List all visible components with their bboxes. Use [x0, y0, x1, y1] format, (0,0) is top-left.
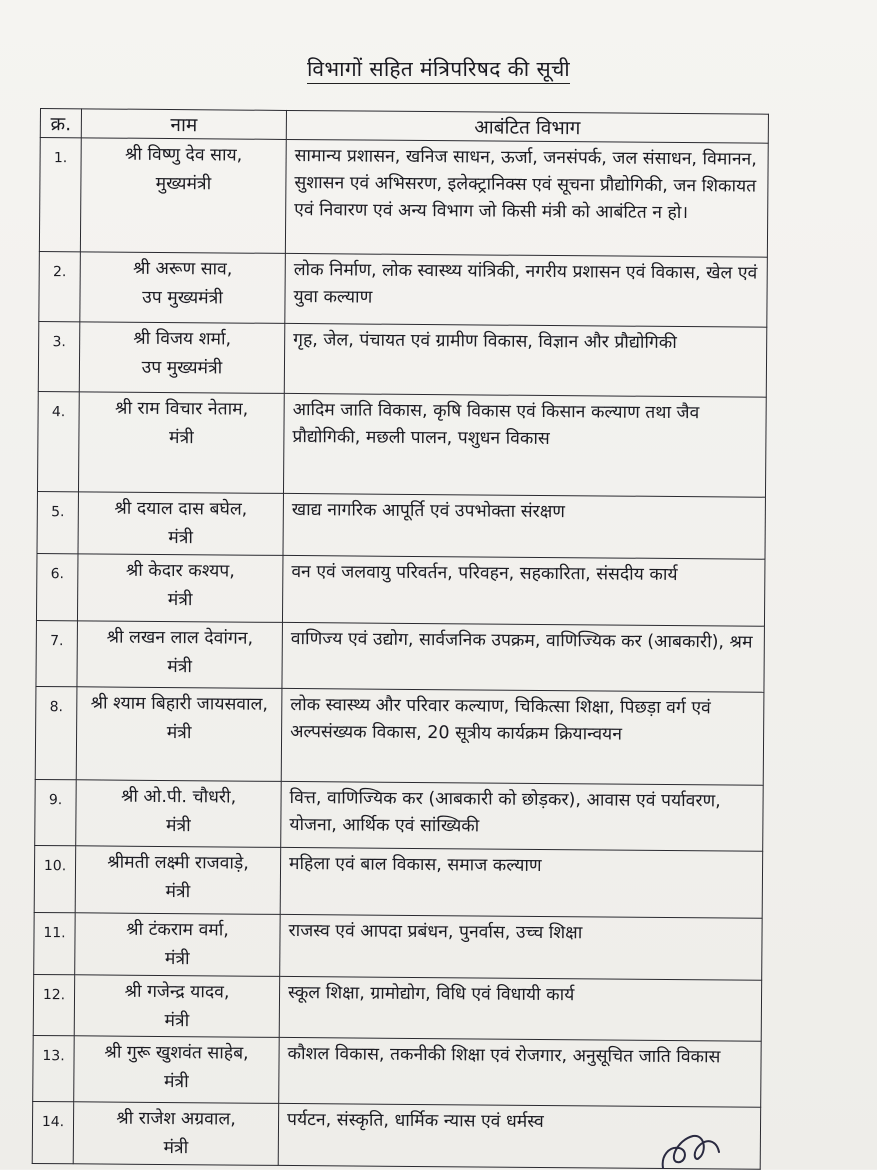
- name-cell: [80, 138, 286, 254]
- serial-cell: 9.: [35, 779, 77, 845]
- departments-cell: वित्त, वाणिज्यिक कर (आबकारी को छोड़कर), आवास एवं पर्यावरण, योजना, आर्थिक एवं सांख्यिकी: [281, 781, 764, 851]
- minister-designation: मंत्री: [168, 428, 194, 449]
- serial-cell: 8.: [35, 686, 77, 779]
- table-row: [39, 251, 768, 327]
- minister-name: श्री दयाल दास बघेल,: [114, 498, 248, 520]
- name-header: नाम: [81, 109, 286, 140]
- minister-name: श्री विजय शर्मा,: [133, 328, 232, 350]
- serial-cell: 5.: [37, 491, 78, 553]
- document-title: [0, 55, 877, 83]
- minister-designation: मुख्यमंत्री: [155, 173, 212, 195]
- serial-header: क्र.: [40, 109, 81, 138]
- minister-designation: मंत्री: [163, 1138, 189, 1159]
- departments-cell: लोक स्वास्थ्य और परिवार कल्याण, चिकित्सा शिक्षा, पिछड़ा वर्ग एवं अल्पसंख्यक विकास, 20 सूत्रीय कार्यक्रम क्रियान्वयन: [281, 688, 764, 785]
- minister-name: श्री गजेन्द्र यादव,: [124, 981, 230, 1003]
- minister-name: श्री ओ.पी. चौधरी,: [120, 786, 237, 808]
- table-row: [33, 1035, 761, 1107]
- name-cell: [74, 975, 279, 1038]
- name-cell: [76, 780, 282, 848]
- serial-cell: 7.: [36, 620, 78, 686]
- departments-cell: सामान्य प्रशासन, खनिज साधन, ऊर्जा, जनसंपर्क, जल संसाधन, विमानन, सुशासन एवं अभिसरण, इलेक्ट्रानिक्स एवं सूचना प्रौद्योगिकी, जन शिकायत एवं निवारण एवं अन्य विभाग जो किसी मंत्री को आबंटित न हो।: [285, 139, 768, 257]
- name-cell: [78, 392, 284, 494]
- serial-cell: 3.: [38, 321, 80, 391]
- departments-cell: लोक निर्माण, लोक स्वास्थ्य यांत्रिकी, नगरीय प्रशासन एवं विकास, खेल एवं युवा कल्याण: [285, 253, 768, 327]
- minister-name: श्री विष्णु देव साय,: [124, 144, 243, 166]
- serial-cell: 6.: [36, 553, 78, 620]
- table-row: [34, 912, 762, 980]
- departments-cell: स्कूल शिक्षा, ग्रामोद्योग, विधि एवं विधायी कार्य: [279, 976, 761, 1041]
- serial-cell: 10.: [34, 845, 76, 912]
- minister-designation: उप मुख्यमंत्री: [142, 287, 223, 309]
- minister-designation: मंत्री: [167, 590, 193, 611]
- signature-mark: [655, 1122, 725, 1169]
- minister-designation: मंत्री: [165, 816, 191, 837]
- ministers-table: [32, 108, 769, 1170]
- minister-designation: मंत्री: [165, 882, 191, 903]
- table-row: [36, 620, 764, 692]
- table-row: [36, 553, 765, 626]
- serial-cell: 13.: [33, 1035, 75, 1101]
- title-text: विभागों सहित मंत्रिपरिषद की सूची: [307, 57, 570, 84]
- minister-designation: मंत्री: [164, 949, 190, 970]
- minister-designation: मंत्री: [166, 723, 192, 744]
- name-cell: [75, 846, 281, 915]
- name-cell: [73, 1102, 278, 1166]
- minister-designation: उप मुख्यमंत्री: [141, 357, 223, 379]
- table-row: [37, 491, 765, 559]
- name-cell: [76, 687, 282, 782]
- serial-cell: 11.: [34, 912, 75, 974]
- table-row: [39, 138, 768, 258]
- departments-header: आबंटित विभाग: [286, 110, 768, 143]
- minister-designation: मंत्री: [168, 528, 194, 549]
- minister-name: श्री केदार कश्यप,: [125, 560, 235, 582]
- table-row: [34, 845, 763, 918]
- table-row: [35, 686, 764, 785]
- minister-name: श्री अरूण साव,: [132, 258, 233, 280]
- serial-cell: 1.: [39, 138, 81, 252]
- minister-name: श्रीमती लक्ष्मी राजवाड़े,: [107, 852, 249, 874]
- minister-name: श्री लखन लाल देवांगन,: [106, 627, 254, 649]
- name-cell: [74, 1036, 280, 1104]
- minister-name: श्री गुरू खुशवंत साहेब,: [104, 1042, 249, 1064]
- departments-cell: पर्यटन, संस्कृति, धार्मिक न्यास एवं धर्मस्व: [278, 1103, 760, 1169]
- table-row: [35, 779, 763, 851]
- table-row: [33, 974, 761, 1041]
- departments-cell: खाद्य नागरिक आपूर्ति एवं उपभोक्ता संरक्षण: [283, 493, 765, 559]
- serial-cell: 4.: [37, 391, 79, 491]
- minister-designation: मंत्री: [167, 657, 193, 678]
- minister-name: श्री राम विचार नेताम,: [115, 398, 249, 420]
- departments-cell: वन एवं जलवायु परिवर्तन, परिवहन, सहकारिता, संसदीय कार्य: [282, 555, 765, 626]
- minister-name: श्री श्याम बिहारी जायसवाल,: [90, 693, 269, 715]
- table-row: [37, 391, 766, 497]
- minister-designation: मंत्री: [163, 1072, 189, 1093]
- serial-cell: 14.: [32, 1101, 73, 1163]
- departments-cell: आदिम जाति विकास, कृषि विकास एवं किसान कल्याण तथा जैव प्रौद्योगिकी, मछली पालन, पशुधन विकास: [283, 393, 766, 497]
- name-cell: [79, 322, 285, 394]
- name-cell: [80, 252, 286, 324]
- name-cell: [77, 554, 283, 623]
- departments-cell: महिला एवं बाल विकास, समाज कल्याण: [280, 847, 763, 918]
- minister-designation: मंत्री: [164, 1011, 190, 1032]
- departments-cell: कौशल विकास, तकनीकी शिक्षा एवं रोजगार, अनुसूचित जाति विकास: [279, 1037, 762, 1107]
- departments-cell: वाणिज्य एवं उद्योग, सार्वजनिक उपक्रम, वाणिज्यिक कर (आबकारी), श्रम: [282, 622, 765, 692]
- serial-cell: 2.: [39, 251, 81, 321]
- name-cell: [77, 621, 283, 689]
- name-cell: [75, 913, 280, 977]
- table-row: [32, 1101, 760, 1169]
- minister-name: श्री टंकराम वर्मा,: [126, 919, 229, 941]
- departments-cell: राजस्व एवं आपदा प्रबंधन, पुनर्वास, उच्च शिक्षा: [280, 914, 762, 980]
- minister-name: श्री राजेश अग्रवाल,: [116, 1108, 236, 1130]
- departments-cell: गृह, जेल, पंचायत एवं ग्रामीण विकास, विज्ञान और प्रौद्योगिकी: [284, 323, 767, 397]
- serial-cell: 12.: [33, 974, 74, 1035]
- name-cell: [78, 492, 283, 556]
- table-row: [38, 321, 767, 397]
